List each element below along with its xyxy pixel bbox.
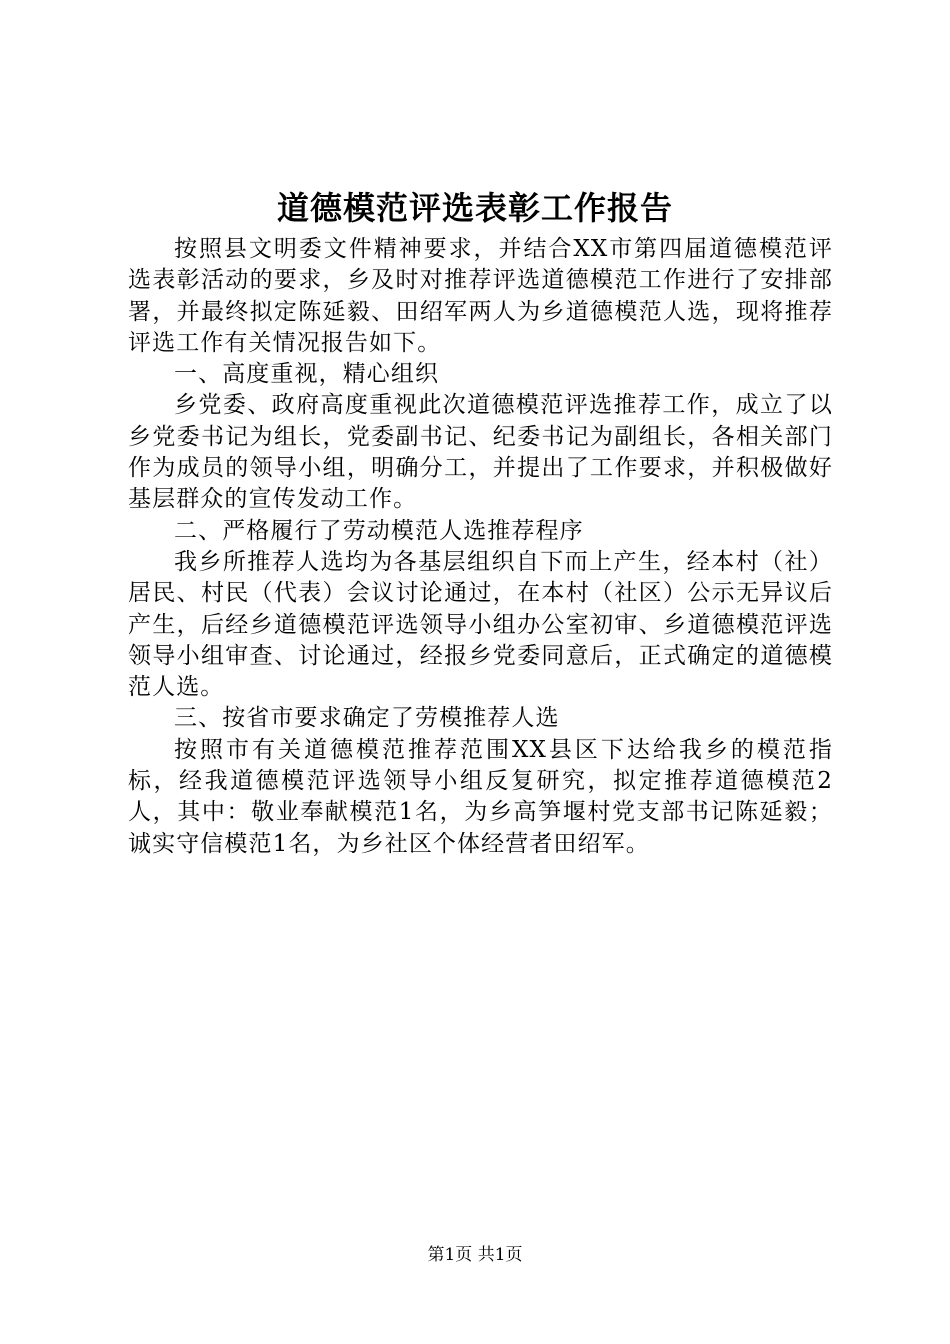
paragraph-intro: 按照县文明委文件精神要求，并结合XX市第四届道德模范评选表彰活动的要求，乡及时对推荐评选道德模范工作进行了安排部署，并最终拟定陈延毅、田绍军两人为乡道德模范人选，现将推荐评选工作有关情况报告如下。 [128, 236, 833, 356]
document-title: 道德模范评选表彰工作报告 [276, 189, 673, 227]
page-number-footer: 第1页 共1页 [427, 1245, 523, 1265]
paragraph-section-1: 乡党委、政府高度重视此次道德模范评选推荐工作，成立了以乡党委书记为组长，党委副书记、纪委书记为副组长，各相关部门作为成员的领导小组，明确分工，并提出了工作要求，并积极做好基层群众的宣传发动工作。 [128, 392, 833, 513]
paragraph-section-2: 我乡所推荐人选均为各基层组织自下而上产生，经本村（社）居民、村民（代表）会议讨论通过，在本村（社区）公示无异议后产生，后经乡道德模范评选领导小组办公室初审、乡道德模范评选领导小组审查、讨论通过，经报乡党委同意后，正式确定的道德模范人选。 [128, 548, 833, 701]
paragraph-section-3: 按照市有关道德模范推荐范围XX县区下达给我乡的模范指标，经我道德模范评选领导小组反复研究，拟定推荐道德模范2人，其中：敬业奉献模范1名，为乡高笋堰村党支部书记陈延毅；诚实守信模范1名，为乡社区个体经营者田绍军。 [128, 736, 833, 857]
section-heading-2: 二、严格履行了劳动模范人选推荐程序 [174, 517, 584, 544]
document-body [128, 234, 833, 860]
section-heading-3: 三、按省市要求确定了劳模推荐人选 [174, 705, 560, 732]
section-heading-1: 一、高度重视，精心组织 [174, 361, 440, 388]
